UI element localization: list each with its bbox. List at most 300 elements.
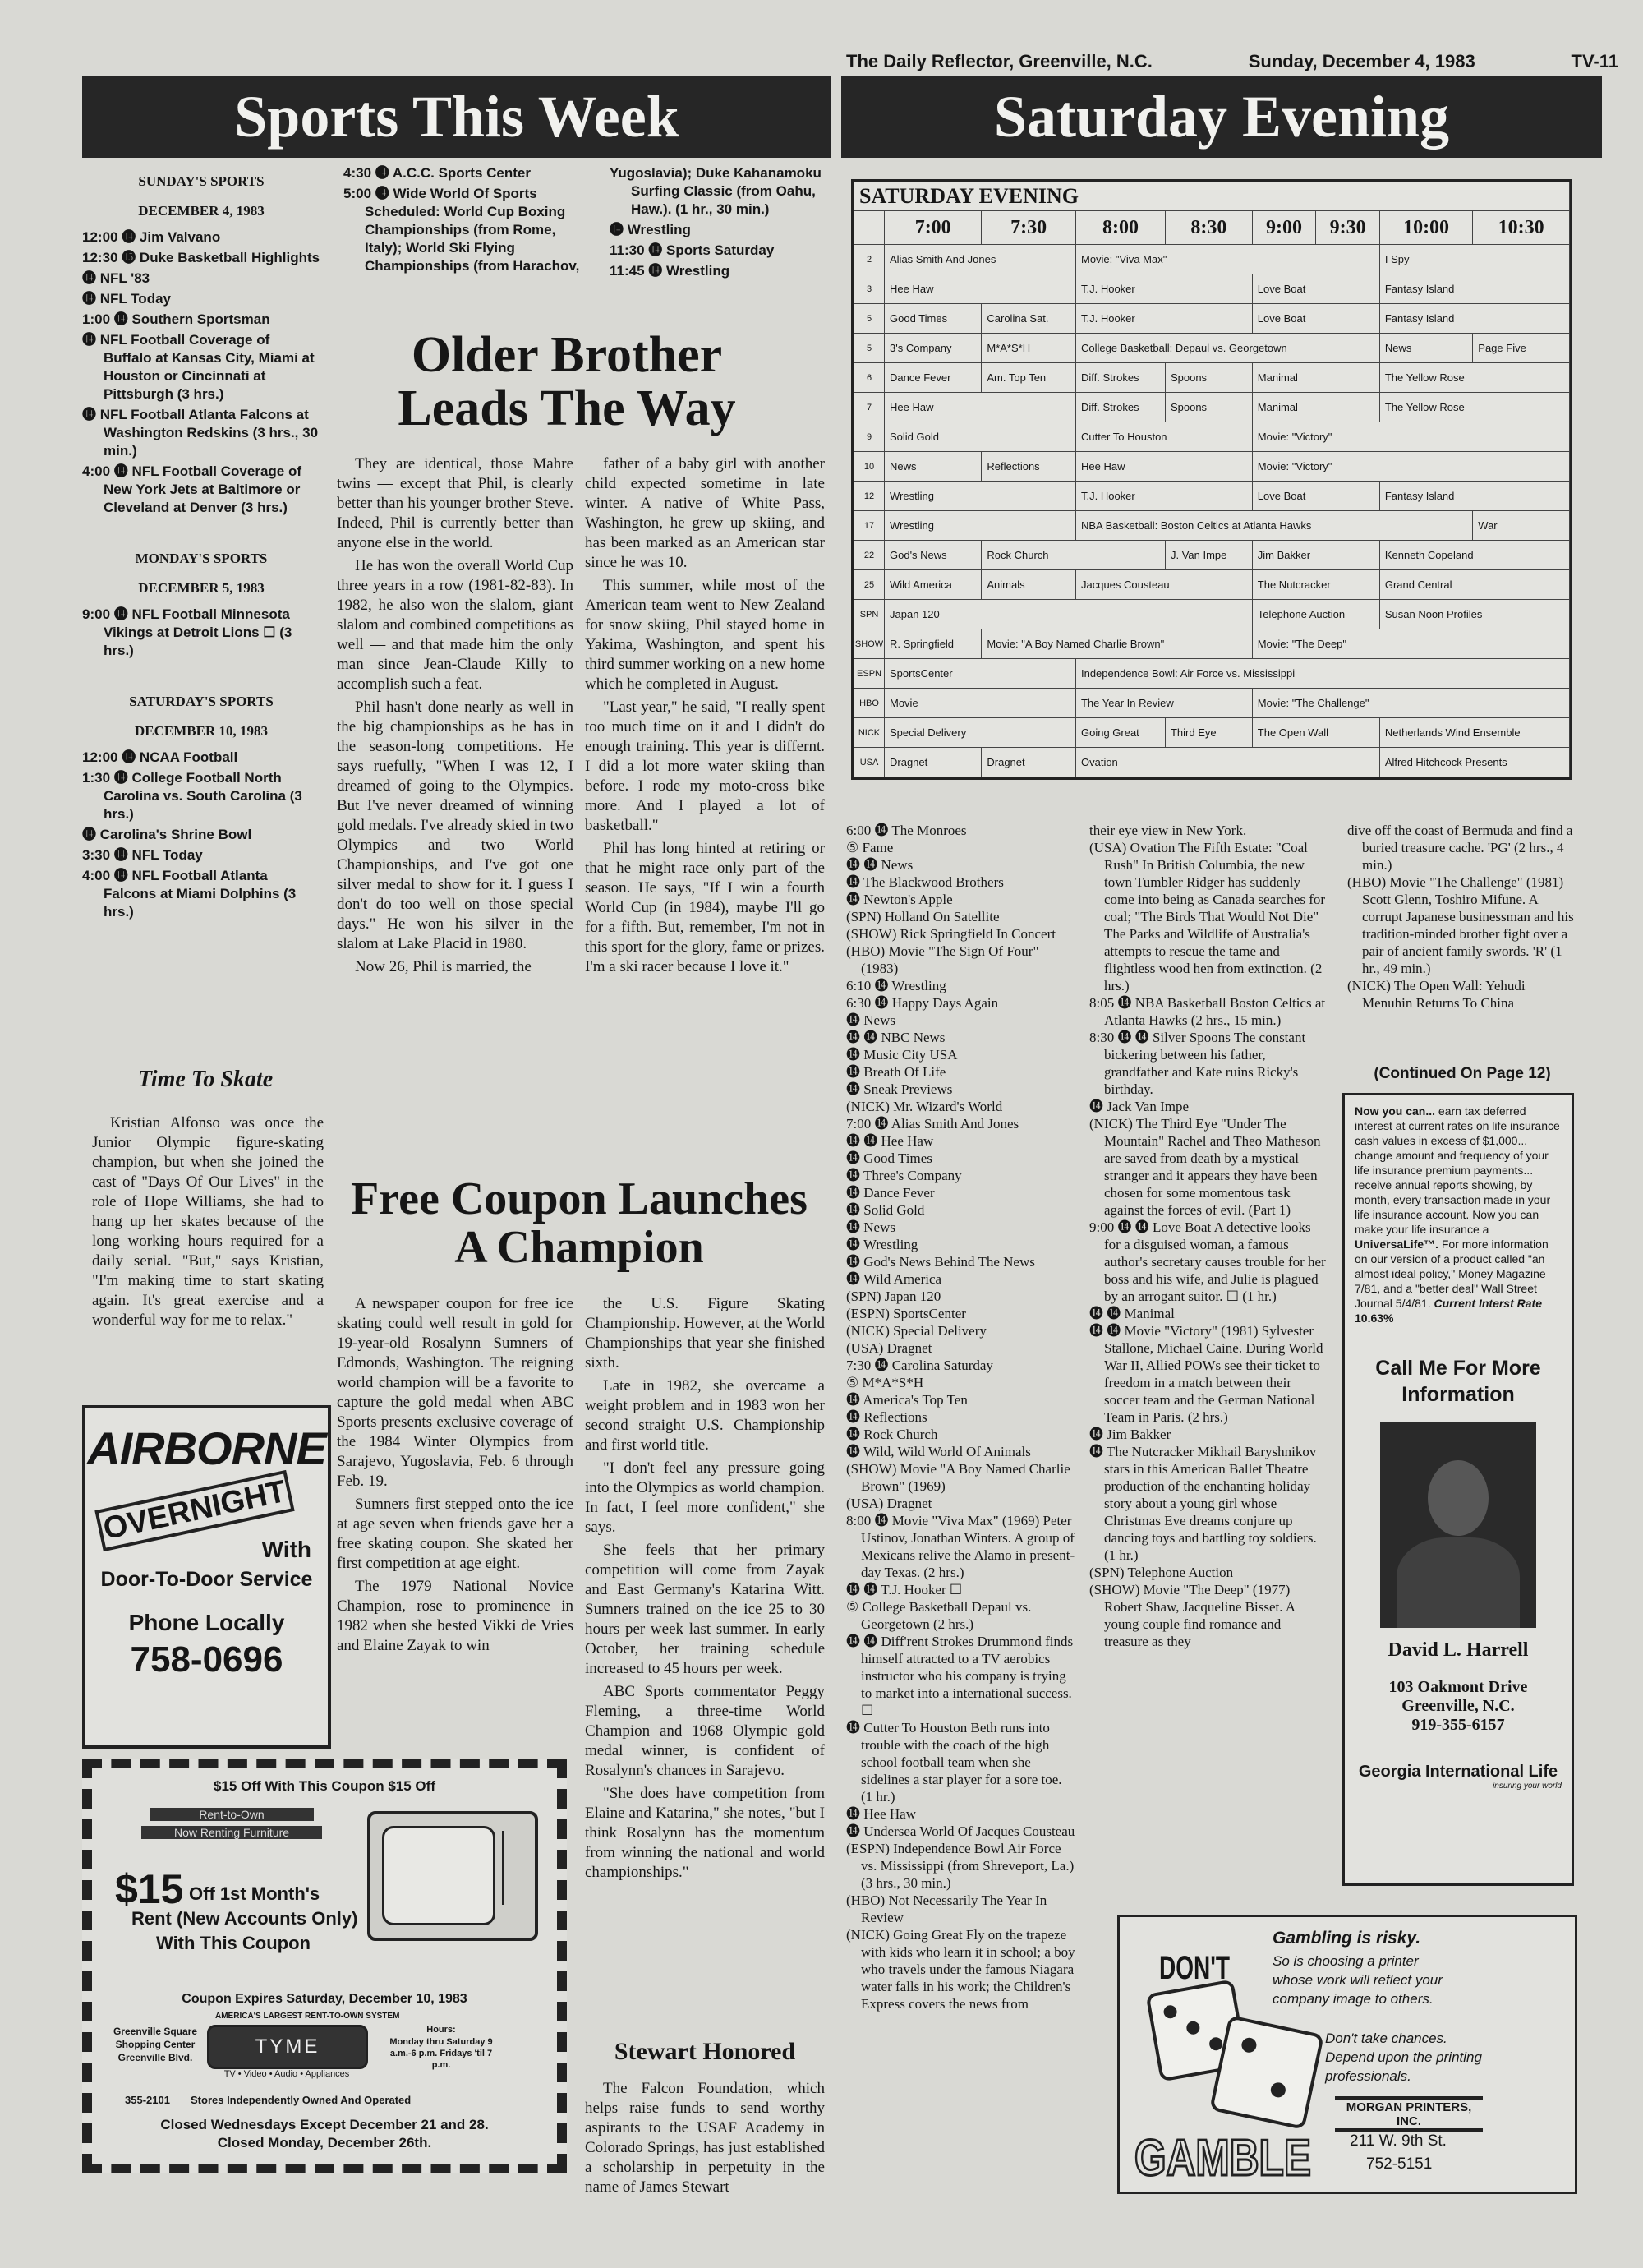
- program-cell: Telephone Auction: [1252, 600, 1379, 629]
- list-item: ⓮ Undersea World Of Jacques Cousteau: [846, 1823, 1075, 1839]
- list-item: ⓮ Three's Company: [846, 1168, 962, 1183]
- list-item: 4:00 ⓮ NFL Football Coverage of New York Jets at Baltimore or Cleveland at Denver (3 hrs.): [82, 463, 302, 515]
- grid-title-row: [854, 182, 1570, 211]
- list-item: ⓮ The Blackwood Brothers: [846, 874, 1004, 890]
- printer-ad: [1117, 1915, 1577, 2194]
- insurance-intro-bold: Now you can...: [1355, 1104, 1436, 1118]
- company-tagline: insuring your world: [1493, 1782, 1562, 1791]
- issue-date: Sunday, December 4, 1983: [1248, 51, 1475, 71]
- list-item: 7:00 ⓮ Alias Smith And Jones: [846, 1116, 1019, 1132]
- list-item: dive off the coast of Bermuda and find a buried treasure cache. 'PG' (2 hrs., 4 min.): [1347, 823, 1573, 873]
- channel-badge: 5: [854, 304, 885, 334]
- list-item: ⓮ News: [846, 1012, 895, 1028]
- program-cell: Fantasy Island: [1379, 482, 1569, 511]
- saturday-banner: [841, 76, 1602, 158]
- list-item: ⓮ Breath Of Life: [846, 1064, 946, 1080]
- coupon-top-line: $15 Off With This Coupon $15 Off: [214, 1778, 435, 1794]
- stewart-body: [585, 2079, 825, 2201]
- list-item: the U.S. Figure Skating Championship. However, at the World Championships that year she finished sixth.: [585, 1295, 825, 1371]
- list-item: 8:00 ⓮ Movie "Viva Max" (1969) Peter Ustinov, Jonathan Winters. A group of Mexicans relive the Alamo in present-day Texas. (2 hrs.): [846, 1513, 1075, 1580]
- list-item: their eye view in New York.: [1089, 823, 1247, 838]
- agent-photo: [1380, 1422, 1536, 1628]
- monday-heading: MONDAY'S SPORTS: [135, 551, 268, 566]
- channel-badge: 6: [854, 363, 885, 393]
- list-item: A newspaper coupon for free ice skating could well result in gold for 19-year-old Rosalynn Sumners of Edmonds, Washington. The reigning world champion will be a favorite to capture the gold medal when ABC Sports presents exclusive coverage of the 1984 Winter Olympics from Sarajevo, Yugoslavia, Feb. 6 through Feb. 19.: [337, 1295, 573, 1490]
- list-item: ⓮ Reflections: [846, 1409, 927, 1425]
- insurance-ad: [1342, 1093, 1574, 1886]
- page-number: TV-11: [1571, 51, 1618, 71]
- list-item: 1:00 ⓮ Southern Sportsman: [82, 311, 270, 327]
- grid-channel-row: [854, 718, 1570, 748]
- program-cell: Dragnet: [982, 748, 1076, 777]
- channel-badge: USA: [854, 748, 885, 777]
- list-item: ⓮ Wrestling: [846, 1237, 918, 1252]
- agent-address2: Greenville, N.C.: [1401, 1697, 1515, 1715]
- list-item: "Last year," he said, "I really spent too much time on it and I didn't do enough training. This year is differnt. I did a lot more water skiing than before. I rode my moto-cross bike more. And I played a lot of basketball.": [585, 698, 825, 834]
- tv-schedule-grid: [851, 179, 1572, 780]
- list-item: ⓮ Hee Haw: [846, 1806, 916, 1822]
- program-cell: Movie: "A Boy Named Charlie Brown": [982, 629, 1252, 659]
- list-item: ⓮ Wild America: [846, 1271, 942, 1287]
- list-item: 8:05 ⓮ NBA Basketball Boston Celtics at Atlanta Hawks (2 hrs., 15 min.): [1089, 995, 1326, 1028]
- grid-body: [854, 245, 1570, 777]
- offer-line1: Off 1st Month's: [189, 1883, 320, 1904]
- grid-time-row: [854, 211, 1570, 245]
- channel-badge: SHOW: [854, 629, 885, 659]
- list-item: ⓮ ⓮ Movie "Victory" (1981) Sylvester Stallone, Michael Caine. During World War II, Allied POWs see their ticket to freedom in a match between their soccer team and the German National Team in Paris. (2 hrs.): [1089, 1323, 1323, 1425]
- coupon-headline: Free Coupon Launches A Champion: [351, 1173, 808, 1273]
- list-item: 3:30 ⓮ NFL Today: [82, 847, 203, 863]
- list-item: Late in 1982, she overcame a weight problem and in 1983 won her second straight U.S. Championship and first world title.: [585, 1377, 825, 1454]
- grid-channel-row: [854, 245, 1570, 274]
- list-item: ⓮ Good Times: [846, 1150, 932, 1166]
- list-item: (ESPN) SportsCenter: [846, 1306, 966, 1321]
- offer-line2: Rent (New Accounts Only): [131, 1908, 358, 1929]
- tyme-logo-text: TYME: [255, 2035, 320, 2058]
- tyme-logo: [207, 2025, 368, 2069]
- continued-note: (Continued On Page 12): [1374, 1065, 1551, 1082]
- tv-grid-table: [854, 182, 1570, 777]
- program-cell: Kenneth Copeland: [1379, 541, 1569, 570]
- list-item: (SHOW) Movie "A Boy Named Charlie Brown" (1969): [846, 1461, 1070, 1494]
- universalife-name: UniversaLife™.: [1355, 1238, 1438, 1251]
- sports-banner-title: Sports This Week: [234, 84, 679, 150]
- older-brother-headline: Older Brother Leads The Way: [398, 327, 736, 437]
- grid-time-slot: 7:30: [982, 211, 1076, 245]
- saturday-heading: SATURDAY'S SPORTS: [129, 694, 274, 709]
- program-cell: Movie: "Viva Max": [1075, 245, 1379, 274]
- program-cell: SportsCenter: [885, 659, 1076, 689]
- program-cell: Japan 120: [885, 600, 1253, 629]
- list-item: ⓮ NFL '83: [82, 270, 150, 286]
- closed-line2: Closed Monday, December 26th.: [217, 2135, 432, 2150]
- channel-badge: 25: [854, 570, 885, 600]
- list-item: (HBO) Movie "The Sign Of Four" (1983): [846, 943, 1039, 976]
- airborne-service: Door-To-Door Service: [100, 1568, 313, 1591]
- list-item: ⓮ ⓮ News: [846, 857, 914, 873]
- saturday-items: [82, 749, 320, 921]
- older-brother-col1: [337, 454, 573, 980]
- program-cell: Manimal: [1252, 363, 1379, 393]
- list-item: Yugoslavia); Duke Kahanamoku Surfing Classic (from Oahu, Haw.). (1 hr., 30 min.): [610, 165, 822, 217]
- list-item: 12:30 ⓯ Duke Basketball Highlights: [82, 250, 320, 265]
- grid-time-slot: 10:30: [1473, 211, 1570, 245]
- list-item: (NICK) The Third Eye "Under The Mountain" Rachel and Theo Matheson are saved from death by a mystical stranger and it appears they have been chosen for some momentous task against the forces of evil. (Part 1): [1089, 1116, 1321, 1218]
- list-item: ⓮ Jim Bakker: [1089, 1427, 1171, 1442]
- offer-line3: With This Coupon: [156, 1933, 311, 1953]
- program-cell: Solid Gold: [885, 422, 1076, 452]
- channel-badge: SPN: [854, 600, 885, 629]
- sports-schedule-col2: [343, 164, 582, 278]
- sports-schedule-col3: [610, 164, 831, 283]
- program-cell: Reflections: [982, 452, 1076, 482]
- store-phone: 355-2101: [125, 2094, 170, 2106]
- list-item: (ESPN) Independence Bowl Air Force vs. Mississippi (from Shreveport, La.) (3 hrs., 30 min.): [846, 1841, 1075, 1891]
- program-cell: J. Van Impe: [1165, 541, 1252, 570]
- channel-badge: 3: [854, 274, 885, 304]
- paper-name: The Daily Reflector, Greenville, N.C.: [846, 51, 1153, 71]
- list-item: (HBO) Not Necessarily The Year In Review: [846, 1892, 1047, 1925]
- program-cell: Carolina Sat.: [982, 304, 1076, 334]
- grid-channel-row: [854, 659, 1570, 689]
- list-item: (SHOW) Rick Springfield In Concert: [846, 926, 1056, 942]
- sports-banner: [82, 76, 831, 158]
- grid-channel-row: [854, 274, 1570, 304]
- store-location: Greenville Square Shopping Center Greenville Blvd.: [113, 2026, 198, 2063]
- program-cell: T.J. Hooker: [1075, 482, 1252, 511]
- list-item: ⓮ News: [846, 1219, 895, 1235]
- list-item: (USA) Ovation The Fifth Estate: "Coal Rush" In British Columbia, the new town Tumbler Ridger has suddenly come into being as Canada searches for coal; "The Birds That Would Not Die" The Parks and Wildlife of Australia's attempts to rescue the tame and flightless wood hen from extinction. (2 hrs.): [1089, 840, 1326, 993]
- program-cell: T.J. Hooker: [1075, 274, 1252, 304]
- grid-channel-row: [854, 452, 1570, 482]
- sunday-date: DECEMBER 4, 1983: [138, 203, 265, 219]
- list-item: "I don't feel any pressure going into the Olympics as world champion. In fact, I feel more confident," she says.: [585, 1459, 825, 1536]
- list-item: 6:00 ⓮ The Monroes: [846, 823, 967, 838]
- interest-rate: 10.63%: [1355, 1311, 1394, 1325]
- channel-badge: 22: [854, 541, 885, 570]
- company-name: Georgia International Life: [1358, 1763, 1558, 1781]
- program-cell: Movie: "Victory": [1252, 452, 1569, 482]
- list-item: ⓮ Cutter To Houston Beth runs into trouble with the coach of the high school football team when she sidelines a star player for a sore toe. (1 hr.): [846, 1720, 1062, 1805]
- now-renting-tag: Now Renting Furniture: [141, 1826, 322, 1839]
- list-item: 7:30 ⓮ Carolina Saturday: [846, 1358, 993, 1373]
- list-item: ⓮ Music City USA: [846, 1047, 958, 1063]
- list-item: ⑤ Fame: [846, 840, 894, 855]
- channel-badge: 5: [854, 334, 885, 363]
- program-cell: News: [1379, 334, 1472, 363]
- list-item: ⓮ ⓮ NBC News: [846, 1030, 946, 1045]
- program-cell: The Year In Review: [1075, 689, 1252, 718]
- tv-set-icon: [367, 1811, 538, 1941]
- list-item: 8:30 ⓮ ⓮ Silver Spoons The constant bickering between his father, grandfather and Kate ruins Ricky's birthday.: [1089, 1030, 1306, 1097]
- list-item: father of a baby girl with another child expected sometime in late winter. A native of White Pass, Washington, he grew up skiing, and has been marked as an American star since he was 10.: [585, 455, 825, 571]
- agent-name: David L. Harrell: [1388, 1639, 1529, 1661]
- list-item: (USA) Dragnet: [846, 1496, 932, 1511]
- program-cell: Love Boat: [1252, 304, 1379, 334]
- grid-channel-row: [854, 363, 1570, 393]
- program-cell: Page Five: [1473, 334, 1570, 363]
- program-cell: Animals: [982, 570, 1076, 600]
- airborne-logo: AIRBORNE: [87, 1422, 326, 1474]
- coupon-col1: [337, 1294, 573, 1659]
- program-cell: Am. Top Ten: [982, 363, 1076, 393]
- grid-time-slot: 8:00: [1075, 211, 1165, 245]
- list-item: (NICK) Special Delivery: [846, 1323, 987, 1339]
- list-item: Now 26, Phil is married, the: [355, 958, 532, 975]
- program-cell: Susan Noon Profiles: [1379, 600, 1569, 629]
- program-cell: Manimal: [1252, 393, 1379, 422]
- program-cell: Special Delivery: [885, 718, 1076, 748]
- list-item: This summer, while most of the American team went to New Zealand for snow skiing, Phil stayed home in Yakima, Washington, and spent his third summer working on a new home which he completed in August.: [585, 577, 825, 693]
- list-item: 11:45 ⓮ Wrestling: [610, 263, 730, 279]
- program-cell: Hee Haw: [1075, 452, 1252, 482]
- list-item: ⓮ Wrestling: [610, 222, 691, 237]
- gamble-body2: Don't take chances. Depend upon the printing professionals.: [1325, 2031, 1482, 2084]
- list-item: 11:30 ⓮ Sports Saturday: [610, 242, 775, 258]
- tyme-coupon-ad: [82, 1759, 567, 2174]
- program-cell: The Yellow Rose: [1379, 393, 1569, 422]
- coupon-expires: Coupon Expires Saturday, December 10, 1983: [182, 1992, 467, 2006]
- list-item: She feels that her primary competition will come from Zayak and East Germany's Katarina Witt. Sumners trained on the ice 25 to 30 hours per week last summer. In early October, her training schedule increased to 45 hours per week.: [585, 1542, 825, 1677]
- channel-badge: ESPN: [854, 659, 885, 689]
- list-item: Phil hasn't done nearly as well in the big championships as he has in the season-long competitions. He says ruefully, "When I was 12, I dreamed of going to the Olympics. But I've never dreamed of winning gold medals. I've already skied in two Olympics and two World Championships, and I've got one silver medal to show for it. I guess I don't do too well on those special days." He won his silver in the slalom at Lake Placid in 1980.: [337, 698, 573, 952]
- list-item: ⓮ Sneak Previews: [846, 1081, 953, 1097]
- morgan-address: 211 W. 9th St.: [1350, 2132, 1447, 2150]
- grid-channel-row: [854, 689, 1570, 718]
- list-item: (NICK) Mr. Wizard's World: [846, 1099, 1003, 1114]
- grid-time-slot: 9:00: [1252, 211, 1316, 245]
- program-cell: 3's Company: [885, 334, 982, 363]
- program-cell: Grand Central: [1379, 570, 1569, 600]
- overnight-stamp: OVERNIGHT: [94, 1470, 294, 1551]
- list-item: (SPN) Telephone Auction: [1089, 1565, 1234, 1580]
- program-cell: Spoons: [1165, 363, 1252, 393]
- program-cell: News: [885, 452, 982, 482]
- list-item: (NICK) The Open Wall: Yehudi Menuhin Returns To China: [1347, 978, 1526, 1011]
- list-item: ⓮ Carolina's Shrine Bowl: [82, 827, 252, 842]
- list-item: 12:00 ⓮ NCAA Football: [82, 749, 238, 765]
- grid-title: SATURDAY EVENING: [854, 182, 1570, 211]
- program-cell: Ovation: [1075, 748, 1379, 777]
- grid-channel-row: [854, 422, 1570, 452]
- program-cell: Love Boat: [1252, 274, 1379, 304]
- program-cell: War: [1473, 511, 1570, 541]
- program-cell: T.J. Hooker: [1075, 304, 1252, 334]
- program-cell: Third Eye: [1165, 718, 1252, 748]
- program-cell: Love Boat: [1252, 482, 1379, 511]
- list-item: ⓮ NFL Football Coverage of Buffalo at Kansas City, Miami at Houston or Cincinnati at Pittsburgh (3 hrs.): [82, 332, 315, 402]
- skate-headline: Time To Skate: [137, 1067, 274, 1092]
- grid-channel-row: [854, 600, 1570, 629]
- program-cell: Fantasy Island: [1379, 274, 1569, 304]
- program-cell: Spoons: [1165, 393, 1252, 422]
- program-cell: M*A*S*H: [982, 334, 1076, 363]
- airborne-phone-label: Phone Locally: [128, 1610, 285, 1635]
- airborne-phone: 758-0696: [130, 1639, 283, 1680]
- morgan-logo: MORGAN PRINTERS, INC.: [1335, 2096, 1483, 2132]
- program-cell: Rock Church: [982, 541, 1166, 570]
- closed-line1: Closed Wednesdays Except December 21 and 28.: [160, 2117, 489, 2132]
- list-item: (NICK) Going Great Fly on the trapeze with kids who learn it in school; a boy who travels under the famous Niagara water falls in his work; the Children's Express covers the news from: [846, 1927, 1075, 2012]
- program-cell: College Basketball: Depaul vs. Georgetown: [1075, 334, 1379, 363]
- program-cell: I Spy: [1379, 245, 1569, 274]
- page-header: [846, 51, 1618, 72]
- list-item: He has won the overall World Cup three years in a row (1981-82-83). In 1982, he also won the slalom, giant slalom and combined competitions as well — and that made him the only man since Jean-Claude Killy to accomplish such a feat.: [337, 557, 573, 693]
- dont-text: DON'T: [1159, 1950, 1230, 1986]
- list-item: The 1979 National Novice Champion, rose to prominence in 1982 when she bested Vikki de Vries and Elaine Zayak to win: [337, 1578, 573, 1654]
- grid-time-slot: 9:30: [1316, 211, 1380, 245]
- monday-items: [82, 606, 320, 660]
- program-cell: Netherlands Wind Ensemble: [1379, 718, 1569, 748]
- channel-badge: HBO: [854, 689, 885, 718]
- list-item: ⓮ The Nutcracker Mikhail Baryshnikov stars in this American Ballet Theatre production of the enchanting holiday story about a young girl whose Christmas Eve dreams conjure up dancing toys and battling toy soldiers. (1 hr.): [1089, 1444, 1317, 1563]
- saturday-banner-title: Saturday Evening: [993, 84, 1450, 150]
- list-item: (SPN) Japan 120: [846, 1288, 941, 1304]
- airborne-with: With: [261, 1537, 311, 1562]
- rate-label: Current Interst Rate: [1434, 1297, 1542, 1310]
- grid-channel-row: [854, 482, 1570, 511]
- airborne-ad: [82, 1405, 331, 1749]
- saturday-date: DECEMBER 10, 1983: [135, 723, 268, 739]
- list-item: 9:00 ⓮ NFL Football Minnesota Vikings at Detroit Lions ☐ (3 hrs.): [82, 606, 292, 658]
- list-item: (SHOW) Movie "The Deep" (1977) Robert Shaw, Jacqueline Bisset. A young couple find romance and treasure as they: [1089, 1582, 1296, 1649]
- program-cell: Diff. Strokes: [1075, 393, 1165, 422]
- list-item: ⓮ America's Top Ten: [846, 1392, 968, 1408]
- program-cell: Movie: "Victory": [1252, 422, 1569, 452]
- store-hours-title: Hours:: [426, 2025, 456, 2035]
- list-item: ⓮ ⓮ Manimal: [1089, 1306, 1175, 1321]
- agent-address1: 103 Oakmont Drive: [1388, 1678, 1528, 1696]
- channel-badge: NICK: [854, 718, 885, 748]
- grid-channel-row: [854, 541, 1570, 570]
- channel-badge: 12: [854, 482, 885, 511]
- list-item: 5:00 ⓮ Wide World Of Sports Scheduled: World Cup Boxing Championships (from Rome, Italy); World Ski Flying Championships (from Harachov,: [343, 186, 580, 274]
- listings-col2: [1089, 822, 1328, 1650]
- program-cell: Wrestling: [885, 482, 1076, 511]
- offer-amount: $15: [115, 1866, 184, 1912]
- list-item: ⓮ ⓮ T.J. Hooker ☐: [846, 1582, 963, 1597]
- list-item: (HBO) Movie "The Challenge" (1981) Scott Glenn, Toshiro Mifune. A corrupt Japanese businessman and his tradition-minded brother fight over a pair of ancient family swords. 'R' (1 hr., 49 min.): [1347, 874, 1574, 976]
- list-item: 6:30 ⓮ Happy Days Again: [846, 995, 999, 1011]
- grid-channel-row: [854, 511, 1570, 541]
- listings-col1: [846, 822, 1076, 2012]
- grid-time-slot: 8:30: [1165, 211, 1252, 245]
- grid-channel-row: [854, 570, 1570, 600]
- list-item: ⓮ ⓮ Diff'rent Strokes Drummond finds himself attracted to a TV aerobics instructor who his company is trying to market into a international success. ☐: [846, 1634, 1074, 1718]
- program-cell: Wild America: [885, 570, 982, 600]
- list-item: ⓮ ⓮ Hee Haw: [846, 1133, 934, 1149]
- grid-time-slot: 7:00: [885, 211, 982, 245]
- program-cell: Dragnet: [885, 748, 982, 777]
- list-item: Phil has long hinted at retiring or that he might race only part of the season. He says, "If I win a fourth World Cup (in 1984), maybe I'll go for a fifth. But, remember, I'm not in this sport for the glory, fame or prizes. I'm a ski racer because I love it.": [585, 840, 825, 975]
- list-item: ⓮ NFL Today: [82, 291, 171, 307]
- grid-time-slot: 10:00: [1379, 211, 1472, 245]
- program-cell: Jim Bakker: [1252, 541, 1379, 570]
- program-cell: God's News: [885, 541, 982, 570]
- list-item: They are identical, those Mahre twins — except that Phil, is clearly better than his younger brother Steve. Indeed, Phil is currently better than anyone else in the world.: [337, 455, 573, 551]
- call-me: Call Me For More Information: [1375, 1357, 1541, 1406]
- morgan-phone: 752-5151: [1366, 2155, 1433, 2173]
- program-cell: Wrestling: [885, 511, 1076, 541]
- program-cell: Diff. Strokes: [1075, 363, 1165, 393]
- list-item: (USA) Dragnet: [846, 1340, 932, 1356]
- program-cell: Alfred Hitchcock Presents: [1379, 748, 1569, 777]
- program-cell: Cutter To Houston: [1075, 422, 1252, 452]
- skate-body: [92, 1113, 324, 1334]
- channel-badge: 10: [854, 452, 885, 482]
- list-item: ⓮ Solid Gold: [846, 1202, 925, 1218]
- list-item: ⓮ Wild, Wild World Of Animals: [846, 1444, 1031, 1459]
- grid-channel-row: [854, 334, 1570, 363]
- grid-channel-row: [854, 304, 1570, 334]
- program-cell: Fantasy Island: [1379, 304, 1569, 334]
- program-cell: The Nutcracker: [1252, 570, 1379, 600]
- sports-schedule: [82, 161, 320, 924]
- list-item: 9:00 ⓮ ⓮ Love Boat A detective looks for a disguised woman, a famous author's secretary causes trouble for her boss and his wife, and Julie is plagued by an arrogant suitor. ☐ (1 hr.): [1089, 1219, 1326, 1304]
- channel-badge: 7: [854, 393, 885, 422]
- grid-channel-row: [854, 748, 1570, 777]
- list-item: ⑤ College Basketball Depaul vs. Georgetown (2 hrs.): [846, 1599, 1032, 1632]
- program-cell: Movie: [885, 689, 1076, 718]
- list-item: ABC Sports commentator Peggy Fleming, a three-time World Champion and 1968 Olympic gold medal winner, is confident of Rosalynn's chances in Sarajevo.: [585, 1683, 825, 1779]
- insurance-intro: earn tax deferred interest at current rates on life insurance cash values in excess of $1,000... change amount and frequency of your life insurance premium payments... receive annual reports showing, by month, every transaction made in your life insurance account. Now you can make your life insurance a: [1355, 1104, 1560, 1236]
- list-item: 4:00 ⓮ NFL Football Atlanta Falcons at Miami Dolphins (3 hrs.): [82, 868, 297, 920]
- program-cell: Alias Smith And Jones: [885, 245, 1076, 274]
- listings-col3: [1347, 822, 1577, 1012]
- tyme-logo-sub: TV • Video • Audio • Appliances: [223, 2069, 350, 2079]
- insurance-more: For more information on our version of a product called "an almost ideal policy," Money Magazine 7/81, and a "better deal" Wall Street Journal 5/4/81.: [1355, 1238, 1549, 1310]
- channel-badge: 17: [854, 511, 885, 541]
- list-item: Sumners first stepped onto the ice at age seven when friends gave her a free skating coupon. She skated her first competition at age eight.: [337, 1496, 573, 1572]
- program-cell: Good Times: [885, 304, 982, 334]
- gamble-body: So is choosing a printer whose work will reflect your company image to others.: [1273, 1953, 1443, 2007]
- older-brother-col2: [585, 454, 825, 980]
- list-item: ⓮ NFL Football Atlanta Falcons at Washington Redskins (3 hrs., 30 min.): [82, 407, 319, 459]
- program-cell: Independence Bowl: Air Force vs. Mississippi: [1075, 659, 1569, 689]
- program-cell: Jacques Cousteau: [1075, 570, 1252, 600]
- independently-owned: Stores Independently Owned And Operated: [191, 2094, 412, 2106]
- channel-badge: 9: [854, 422, 885, 452]
- program-cell: The Yellow Rose: [1379, 363, 1569, 393]
- store-hours: Monday thru Saturday 9 a.m.-6 p.m. Fridays 'til 7 p.m.: [389, 2037, 493, 2070]
- program-cell: Going Great: [1075, 718, 1165, 748]
- list-item: ⓮ Rock Church: [846, 1427, 938, 1442]
- rent-to-own-tag: Rent-to-Own: [150, 1808, 314, 1821]
- channel-badge: 2: [854, 245, 885, 274]
- insurance-copy: [1355, 1104, 1562, 1325]
- grid-channel-row: [854, 393, 1570, 422]
- list-item: 12:00 ⓮ Jim Valvano: [82, 229, 221, 245]
- program-cell: Dance Fever: [885, 363, 982, 393]
- list-item: ⑤ M*A*S*H: [846, 1375, 924, 1390]
- program-cell: NBA Basketball: Boston Celtics at Atlanta Hawks: [1075, 511, 1472, 541]
- program-cell: Movie: "The Challenge": [1252, 689, 1569, 718]
- program-cell: R. Springfield: [885, 629, 982, 659]
- list-item: 1:30 ⓮ College Football North Carolina vs. South Carolina (3 hrs.): [82, 770, 302, 822]
- program-cell: The Open Wall: [1252, 718, 1379, 748]
- grid-channel-row: [854, 629, 1570, 659]
- list-item: "She does have competition from Elaine and Katarina," she notes, "but I think Rosalynn has the momentum from winning the national and world championships.": [585, 1785, 825, 1881]
- sunday-heading: SUNDAY'S SPORTS: [138, 173, 265, 189]
- list-item: 4:30 ⓮ A.C.C. Sports Center: [343, 165, 531, 181]
- stewart-body-text: The Falcon Foundation, which helps raise funds to send worthy aspirants to the USAF Academy in Colorado Springs, has just established a scholarship in perpetuity in the name of James Stewart: [585, 2080, 825, 2196]
- grid-corner: [854, 211, 885, 245]
- gamble-text: GAMBLE: [1134, 2130, 1311, 2187]
- list-item: 6:10 ⓮ Wrestling: [846, 978, 946, 993]
- program-cell: Hee Haw: [885, 393, 1076, 422]
- list-item: ⓮ Jack Van Impe: [1089, 1099, 1190, 1114]
- monday-date: DECEMBER 5, 1983: [138, 580, 265, 596]
